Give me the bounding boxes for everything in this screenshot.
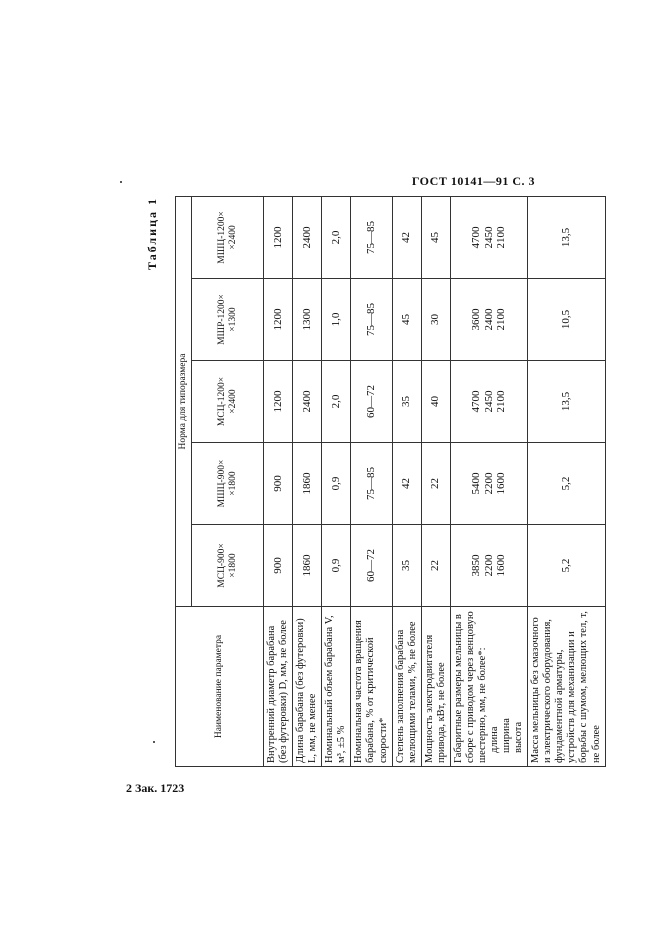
cell: 22 xyxy=(421,525,450,607)
cell: 1860 xyxy=(293,525,322,607)
row-label: Степень заполнения барабана мелющими телами, %, не более xyxy=(392,607,421,767)
cell: 1860 xyxy=(293,443,322,525)
cell: 3600 2400 2100 xyxy=(450,279,527,361)
cell: 1200 xyxy=(264,361,293,443)
cell: 1300 xyxy=(293,279,322,361)
column-header: МСЦ-1200× ×2400 xyxy=(192,361,264,443)
cell: 45 xyxy=(392,279,421,361)
cell: 35 xyxy=(392,525,421,607)
row-label: Масса мельницы без смазочного и электрического оборудования, фундаментной арматуры, устройств для механизации и борьбы с шумом, мелющих тел, т, не более xyxy=(528,607,605,767)
column-header: МШР-1200× ×1300 xyxy=(192,279,264,361)
row-label: Внутренний диаметр барабана (без футеровки) D, мм, не более xyxy=(264,607,293,767)
cell: 4700 2450 2100 xyxy=(450,196,527,278)
cell: 900 xyxy=(264,443,293,525)
cell: 60—72 xyxy=(351,361,392,443)
cell: 0,9 xyxy=(322,443,351,525)
cell: 42 xyxy=(392,443,421,525)
table-row xyxy=(322,196,351,766)
table-row xyxy=(392,196,421,766)
column-header: МШЦ-1200× ×2400 xyxy=(192,196,264,278)
cell: 4700 2450 2100 xyxy=(450,361,527,443)
cell: 13,5 xyxy=(528,196,605,278)
parameters-table xyxy=(175,196,606,767)
table-row xyxy=(264,196,293,766)
cell: 1200 xyxy=(264,279,293,361)
table-row xyxy=(421,196,450,766)
cell: 2400 xyxy=(293,361,322,443)
scan-speck xyxy=(153,741,155,743)
cell: 40 xyxy=(421,361,450,443)
cell: 5,2 xyxy=(528,443,605,525)
cell: 0,9 xyxy=(322,525,351,607)
cell: 35 xyxy=(392,361,421,443)
row-label: Номинальный объем барабана V, м³, ±5 % xyxy=(322,607,351,767)
table-caption: Таблица 1 xyxy=(145,197,159,270)
table-row xyxy=(293,196,322,766)
row-label: Габаритные размеры мельницы в сборе с приводом через венцовую шестерню, мм, не более*: длина ширина высота xyxy=(450,607,527,767)
cell: 2,0 xyxy=(322,196,351,278)
cell: 5,2 xyxy=(528,525,605,607)
row-label: Длина барабана (без футеровки) L, мм, не менее xyxy=(293,607,322,767)
row-label: Номинальная частота вращения барабана, % от критической скорости* xyxy=(351,607,392,767)
param-header: Наименование параметра xyxy=(176,607,264,767)
page-footer: 2 Зак. 1723 xyxy=(126,781,185,795)
cell: 3850 2200 1600 xyxy=(450,525,527,607)
rotated-table-block xyxy=(145,197,602,767)
cell: 5400 2200 1600 xyxy=(450,443,527,525)
cell: 42 xyxy=(392,196,421,278)
column-header: МСЦ-900× ×1800 xyxy=(192,525,264,607)
cell: 13,5 xyxy=(528,361,605,443)
cell: 10,5 xyxy=(528,279,605,361)
cell: 60—72 xyxy=(351,525,392,607)
cell: 30 xyxy=(421,279,450,361)
cell: 1200 xyxy=(264,196,293,278)
cell: 2,0 xyxy=(322,361,351,443)
table-row xyxy=(351,196,392,766)
cell: 75—85 xyxy=(351,279,392,361)
cell: 900 xyxy=(264,525,293,607)
page-header: ГОСТ 10141—91 С. 3 xyxy=(411,174,535,188)
row-label: Мощность электродвигателя привода, кВт, не более xyxy=(421,607,450,767)
cell: 2400 xyxy=(293,196,322,278)
group-header: Норма для типоразмера xyxy=(176,196,192,606)
scan-speck xyxy=(120,181,122,183)
cell: 45 xyxy=(421,196,450,278)
table-row-dimensions xyxy=(450,196,527,766)
column-header: МШЦ-900× ×1800 xyxy=(192,443,264,525)
cell: 22 xyxy=(421,443,450,525)
cell: 1,0 xyxy=(322,279,351,361)
cell: 75—85 xyxy=(351,196,392,278)
table-row-mass xyxy=(528,196,605,766)
cell: 75—85 xyxy=(351,443,392,525)
